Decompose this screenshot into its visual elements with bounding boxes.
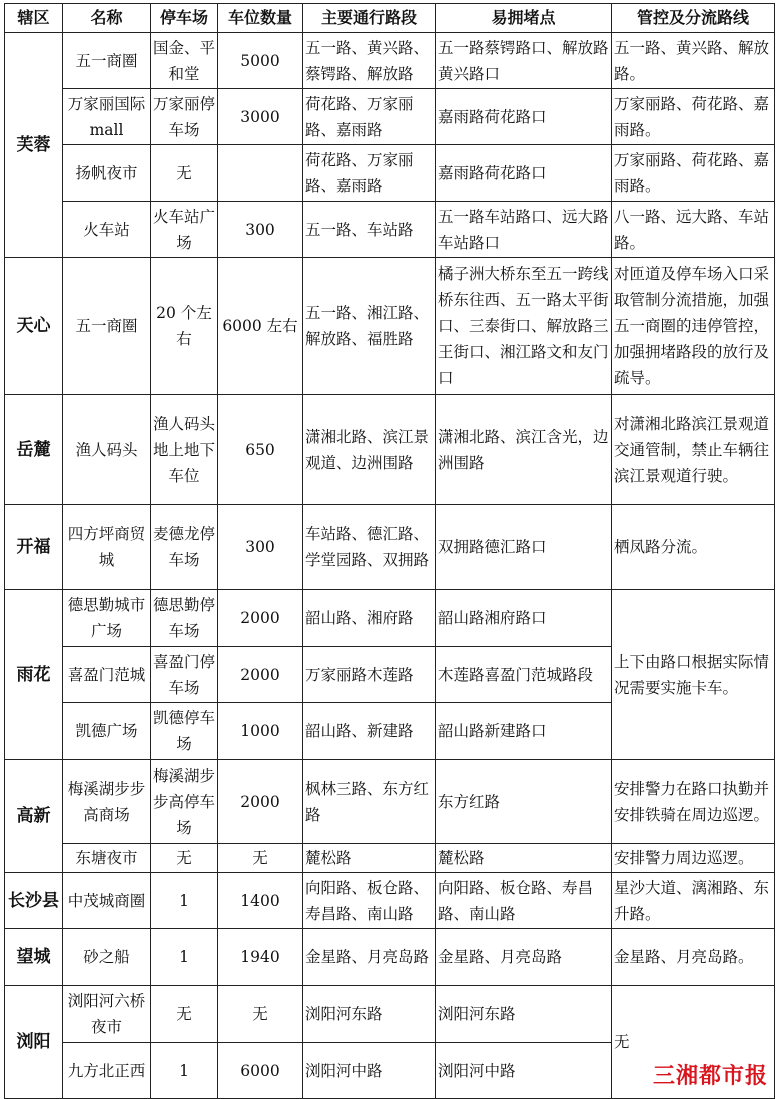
district-cell: 岳麓 [5, 395, 63, 505]
jam-cell: 木莲路喜盈门范城路段 [436, 647, 612, 703]
parking-cell: 1 [151, 929, 218, 986]
jam-cell: 嘉雨路荷花路口 [436, 145, 612, 202]
parking-cell: 喜盈门停车场 [151, 647, 218, 703]
jam-cell: 韶山路新建路口 [436, 703, 612, 760]
table-row [5, 202, 775, 258]
roads-cell: 韶山路、湘府路 [303, 590, 436, 647]
header-district: 辖区 [5, 4, 63, 33]
spaces-cell: 5000 [218, 33, 303, 89]
jam-cell: 五一路车站路口、远大路车站路口 [436, 202, 612, 258]
jam-cell: 韶山路湘府路口 [436, 590, 612, 647]
spaces-cell: 300 [218, 202, 303, 258]
control-cell: 金星路、月亮岛路。 [612, 929, 775, 986]
name-cell: 砂之船 [63, 929, 151, 986]
name-cell: 五一商圈 [63, 33, 151, 89]
parking-cell: 万家丽停车场 [151, 89, 218, 145]
spaces-cell: 2000 [218, 590, 303, 647]
district-cell: 芙蓉 [5, 33, 63, 258]
roads-cell: 向阳路、板仓路、寿昌路、南山路 [303, 873, 436, 929]
district-cell: 浏阳 [5, 986, 63, 1099]
parking-cell: 无 [151, 986, 218, 1043]
spaces-cell: 1940 [218, 929, 303, 986]
roads-cell: 五一路、车站路 [303, 202, 436, 258]
header-name: 名称 [63, 4, 151, 33]
spaces-cell: 1000 [218, 703, 303, 760]
header-jam: 易拥堵点 [436, 4, 612, 33]
spaces-cell: 2000 [218, 647, 303, 703]
district-cell: 天心 [5, 258, 63, 395]
control-cell: 对潇湘北路滨江景观道交通管制，禁止车辆往滨江景观道行驶。 [612, 395, 775, 505]
name-cell: 扬帆夜市 [63, 145, 151, 202]
parking-cell: 无 [151, 145, 218, 202]
traffic-control-table [4, 3, 775, 1099]
parking-cell: 德思勤停车场 [151, 590, 218, 647]
jam-cell: 橘子洲大桥东至五一跨线桥东往西、五一路太平街口、三泰街口、解放路三王街口、湘江路文和友门口 [436, 258, 612, 395]
header-control: 管控及分流路线 [612, 4, 775, 33]
roads-cell: 韶山路、新建路 [303, 703, 436, 760]
control-cell: 八一路、远大路、车站路。 [612, 202, 775, 258]
roads-cell: 万家丽路木莲路 [303, 647, 436, 703]
jam-cell: 麓松路 [436, 844, 612, 873]
table-row [5, 844, 775, 873]
control-cell: 万家丽路、荷花路、嘉雨路。 [612, 89, 775, 145]
parking-cell: 国金、平和堂 [151, 33, 218, 89]
table-row [5, 760, 775, 844]
name-cell: 四方坪商贸城 [63, 505, 151, 590]
name-cell: 五一商圈 [63, 258, 151, 395]
name-cell: 火车站 [63, 202, 151, 258]
control-cell: 万家丽路、荷花路、嘉雨路。 [612, 145, 775, 202]
roads-cell: 麓松路 [303, 844, 436, 873]
header-parking: 停车场 [151, 4, 218, 33]
table-row [5, 89, 775, 145]
spaces-cell: 无 [218, 986, 303, 1043]
parking-cell: 火车站广场 [151, 202, 218, 258]
spaces-cell: 650 [218, 395, 303, 505]
roads-cell: 荷花路、万家丽路、嘉雨路 [303, 145, 436, 202]
spaces-cell: 3000 [218, 89, 303, 145]
table-row [5, 590, 775, 647]
roads-cell: 金星路、月亮岛路 [303, 929, 436, 986]
spaces-cell: 300 [218, 505, 303, 590]
control-cell: 栖凤路分流。 [612, 505, 775, 590]
jam-cell: 双拥路德汇路口 [436, 505, 612, 590]
jam-cell: 向阳路、板仓路、寿昌路、南山路 [436, 873, 612, 929]
roads-cell: 枫林三路、东方红路 [303, 760, 436, 844]
district-cell: 雨花 [5, 590, 63, 760]
table-row [5, 258, 775, 395]
parking-cell: 无 [151, 844, 218, 873]
control-cell: 星沙大道、漓湘路、东升路。 [612, 873, 775, 929]
table-row [5, 395, 775, 505]
header-spaces: 车位数量 [218, 4, 303, 33]
jam-cell: 东方红路 [436, 760, 612, 844]
spaces-cell [218, 145, 303, 202]
district-cell: 望城 [5, 929, 63, 986]
name-cell: 浏阳河六桥夜市 [63, 986, 151, 1043]
district-cell: 开福 [5, 505, 63, 590]
roads-cell: 浏阳河中路 [303, 1043, 436, 1099]
jam-cell: 潇湘北路、滨江含光，边洲围路 [436, 395, 612, 505]
name-cell: 中茂城商圈 [63, 873, 151, 929]
roads-cell: 潇湘北路、滨江景观道、边洲围路 [303, 395, 436, 505]
parking-cell: 麦德龙停车场 [151, 505, 218, 590]
jam-cell: 嘉雨路荷花路口 [436, 89, 612, 145]
jam-cell: 五一路蔡锷路口、解放路黄兴路口 [436, 33, 612, 89]
name-cell: 凯德广场 [63, 703, 151, 760]
parking-cell: 20 个左右 [151, 258, 218, 395]
jam-cell: 浏阳河东路 [436, 986, 612, 1043]
control-cell: 无 [612, 986, 775, 1099]
name-cell: 德思勤城市广场 [63, 590, 151, 647]
table-row [5, 145, 775, 202]
table-row [5, 986, 775, 1043]
table-row [5, 873, 775, 929]
name-cell: 渔人码头 [63, 395, 151, 505]
spaces-cell: 6000 左右 [218, 258, 303, 395]
jam-cell: 浏阳河中路 [436, 1043, 612, 1099]
parking-cell: 渔人码头地上地下车位 [151, 395, 218, 505]
district-cell: 长沙县 [5, 873, 63, 929]
roads-cell: 五一路、黄兴路、蔡锷路、解放路 [303, 33, 436, 89]
table-row [5, 33, 775, 89]
newspaper-watermark: 三湘都市报 [652, 1064, 768, 1089]
jam-cell: 金星路、月亮岛路 [436, 929, 612, 986]
name-cell: 万家丽国际 mall [63, 89, 151, 145]
spaces-cell: 1400 [218, 873, 303, 929]
name-cell: 梅溪湖步步高商场 [63, 760, 151, 844]
roads-cell: 浏阳河东路 [303, 986, 436, 1043]
spaces-cell: 2000 [218, 760, 303, 844]
parking-cell: 1 [151, 1043, 218, 1099]
district-cell: 高新 [5, 760, 63, 873]
table-row [5, 929, 775, 986]
parking-cell: 1 [151, 873, 218, 929]
name-cell: 喜盈门范城 [63, 647, 151, 703]
control-cell: 上下由路口根据实际情况需要实施卡车。 [612, 590, 775, 760]
control-cell: 五一路、黄兴路、解放路。 [612, 33, 775, 89]
spaces-cell: 6000 [218, 1043, 303, 1099]
table-row [5, 505, 775, 590]
roads-cell: 车站路、德汇路、学堂园路、双拥路 [303, 505, 436, 590]
parking-cell: 梅溪湖步步高停车场 [151, 760, 218, 844]
parking-cell: 凯德停车场 [151, 703, 218, 760]
roads-cell: 五一路、湘江路、解放路、福胜路 [303, 258, 436, 395]
spaces-cell: 无 [218, 844, 303, 873]
name-cell: 九方北正西 [63, 1043, 151, 1099]
control-cell: 安排警力周边巡逻。 [612, 844, 775, 873]
control-cell: 安排警力在路口执勤并安排铁骑在周边巡逻。 [612, 760, 775, 844]
header-roads: 主要通行路段 [303, 4, 436, 33]
roads-cell: 荷花路、万家丽路、嘉雨路 [303, 89, 436, 145]
header-row [5, 4, 775, 33]
name-cell: 东塘夜市 [63, 844, 151, 873]
control-cell: 对匝道及停车场入口采取管制分流措施，加强五一商圈的违停管控，加强拥堵路段的放行及疏导。 [612, 258, 775, 395]
